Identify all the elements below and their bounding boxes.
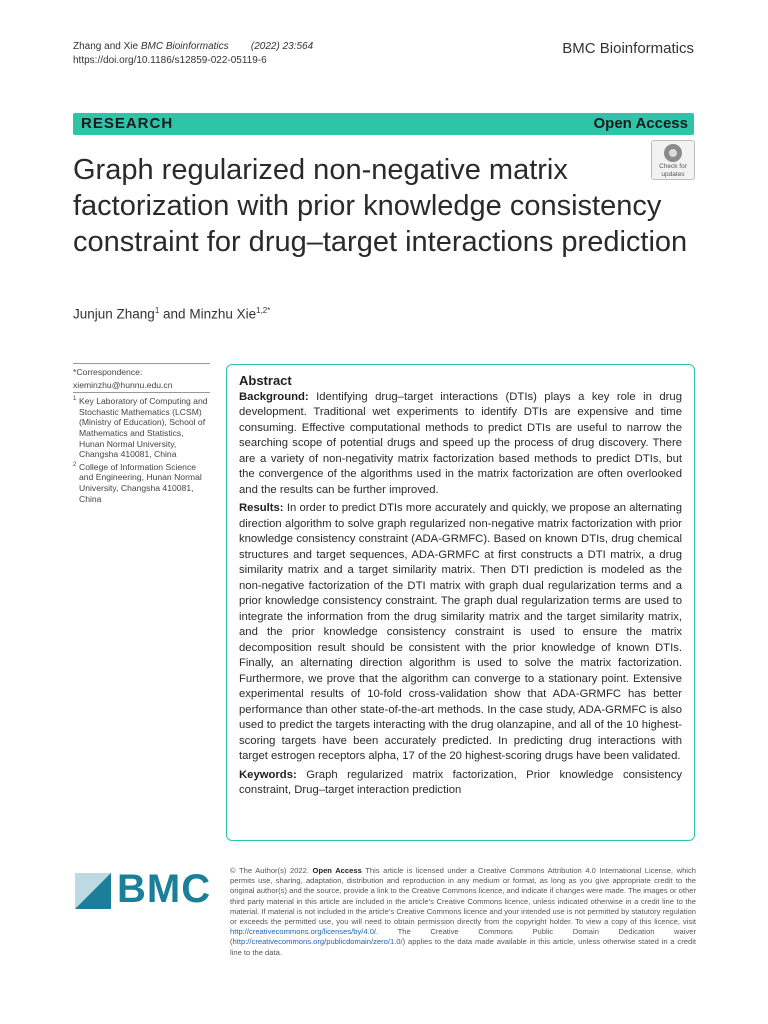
abstract-box <box>226 364 695 841</box>
abstract-heading: Abstract <box>239 373 292 388</box>
author-list <box>73 306 270 322</box>
check-updates-line2: updates <box>661 171 685 178</box>
header-year-volume: (2022) 23:564 <box>250 41 314 52</box>
correspondence-email[interactable]: xieminzhu@hunnu.edu.cn <box>73 379 173 390</box>
keywords-text: Graph regularized matrix factorization, Prior knowledge consistency constraint, Drug–target interaction prediction <box>239 768 682 796</box>
article-type-banner <box>73 113 694 135</box>
results-text: In order to predict DTIs more accurately and quickly, we propose an alternating direction algorithm to solve graph regularized non-negative matrix factorization with prior knowledge consistency constraint (ADA-GRMFC). Based on known DTIs, drug chemical structures and target sequences, ADA-GRMFC at first constructs a DTI matrix, a drug similarity matrix and a target similarity matrix. Then DTI prediction is modeled as the non-negative factorization of the DTI matrix with graph dual regularization terms and a prior knowledge consistency constraint. The graph dual regularization terms are used to integrate the information from the drug similarity matrix and the target similarity matrix, and the prior knowledge consistency constraint is used to ensure the matrix decomposition result should be consistent with the prior knowledge of known DTIs. Finally, an alternating direction algorithm is used to solve the matrix factorization. Furthermore, we prove that the algorithm can converge to a stationary point. Extensive experimental results of 10-fold cross-validation show that ADA-GRMFC has better performance than other state-of-the-art methods. In the case study, ADA-GRMFC is also used to predict the targets interacting with the drug olanzapine, and all of the 10 highest-scoring targets have been accurately predicted. In predicting drug interactions with target estrogen receptors alpha, 17 of the 20 highest-scoring drugs have been validated. <box>239 502 683 762</box>
affiliation-1-number: 1 <box>73 396 77 403</box>
sidebar-divider <box>73 392 210 393</box>
citation-line <box>73 40 313 54</box>
journal-name: BMC Bioinformatics <box>562 40 694 57</box>
affiliation-1 <box>73 396 210 460</box>
check-updates-line1: Check for <box>659 163 687 170</box>
background-label: Background: <box>239 390 309 403</box>
keywords-label: Keywords: <box>239 768 297 781</box>
copyright-text: © The Author(s) 2022. <box>230 866 309 875</box>
license-open-access-label: Open Access <box>312 866 362 875</box>
open-access-label: Open Access <box>593 115 688 132</box>
license-text: This article is licensed under a Creative Commons Attribution 4.0 International License, which permits use, sharing, adaptation, distribution and reproduction in any medium or format, as long as you give appropriate credit to the original author(s) and the source, provide a link to the Creative Commons licence, and indicate if changes were made. The images or other third party material in this article are included in the article’s Creative Commons licence, unless indicated otherwise in a credit line to the material. If material is not included in the article’s Creative Commons licence and your intended use is not permitted by statutory regulation or exceeds the permitted use, you will need to obtain permission directly from the copyright holder. To view a copy of this licence, visit <box>230 866 696 927</box>
abstract-results <box>239 501 682 765</box>
affiliations-sidebar <box>73 363 210 506</box>
bmc-logo-text: BMC <box>117 867 212 911</box>
cc-zero-link[interactable]: http://creativecommons.org/publicdomain/zero/1.0/ <box>232 937 403 947</box>
article-type-label: RESEARCH <box>81 115 174 132</box>
dedication-text: . The Creative Commons Public Domain Dedication waiver ( <box>230 927 696 947</box>
correspondence-label: *Correspondence: <box>73 367 143 377</box>
abstract-background <box>239 390 682 499</box>
cc-by-link[interactable]: http://creativecommons.org/licenses/by/4.0/ <box>230 927 377 937</box>
abstract-keywords <box>239 768 682 799</box>
author-2[interactable]: Minzhu Xie <box>189 306 257 322</box>
affiliation-2 <box>73 462 210 504</box>
sidebar-divider <box>73 363 210 364</box>
author-1-affil: 1 <box>154 306 160 315</box>
article-title: Graph regularized non-negative matrix factorization with prior knowledge consistency constraint for drug–target interactions prediction <box>73 154 688 258</box>
header-authors: Zhang and Xie <box>73 41 139 52</box>
results-label: Results: <box>239 502 284 514</box>
header-doi-link[interactable]: https://doi.org/10.1186/s12859-022-05119-6 <box>73 55 267 66</box>
license-notice <box>230 866 696 958</box>
check-for-updates-badge[interactable] <box>651 140 695 180</box>
author-1[interactable]: Junjun Zhang <box>73 306 155 322</box>
affiliation-2-number: 2 <box>73 461 77 468</box>
header-journal: BMC Bioinformatics <box>140 41 229 52</box>
check-updates-icon <box>664 144 682 162</box>
bmc-logo-icon <box>75 873 111 909</box>
bmc-logo <box>75 867 215 911</box>
background-text: Identifying drug–target interactions (DTIs) plays a key role in drug development. Traditional wet experiments to identify DTIs are expensive and time consuming. Effective computational methods to predict DTIs are useful to narrow the searching scope of potential drugs and speed up the process of drug discovery. There are a variety of non-negativity matrix factorization based methods to predict DTIs, but the convergence of the algorithms used in the matrix factorization are often overlooked and the results can be further improved. <box>239 390 682 496</box>
running-header <box>73 40 313 68</box>
affiliation-1-text: Key Laboratory of Computing and Stochastic Mathematics (LCSM) (Ministry of Education), School of Mathematics and Statistics, Hunan Normal University, Changsha 410081, China <box>79 396 208 460</box>
affiliation-2-text: College of Information Science and Engineering, Hunan Normal University, Changsha 410081, China <box>79 461 202 504</box>
author-conjunction: and <box>163 306 186 322</box>
author-2-affil: 1,2* <box>256 306 271 315</box>
license-tail-text: ) applies to the data made available in this article, unless otherwise stated in a credit line to the data. <box>230 937 696 957</box>
